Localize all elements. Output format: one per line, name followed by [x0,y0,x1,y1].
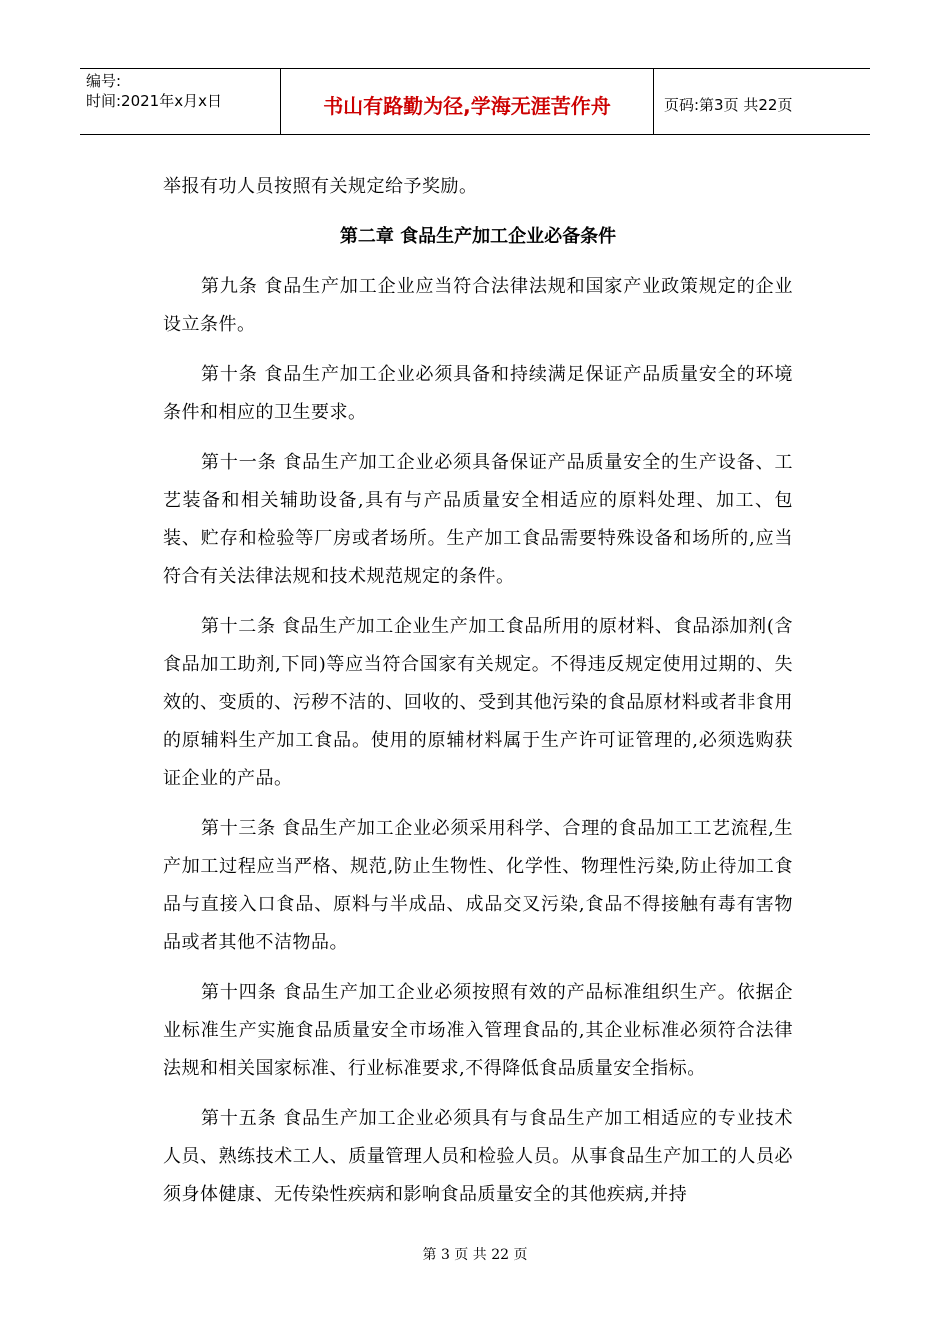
number-label: 编号: [86,72,122,90]
article-11: 第十一条 食品生产加工企业必须具备保证产品质量安全的生产设备、工艺装备和相关辅助设备,具有与产品质量安全相适应的原料处理、加工、包装、贮存和检验等厂房或者场所。生产加工食品需要特殊设备和场所的,应当符合有关法律法规和技术规范规定的条件。 [163,452,793,587]
continuation-paragraph: 举报有功人员按照有关规定给予奖励。 [163,176,478,197]
article-15: 第十五条 食品生产加工企业必须具有与食品生产加工相适应的专业技术人员、熟练技术工人、质量管理人员和检验人员。从事食品生产加工的人员必须身体健康、无传染性疾病和影响食品质量安全的其他疾病,并持 [163,1108,793,1205]
header-meta-cell [80,69,281,134]
header-motto: 书山有路勤为径,学海无涯苦作舟 [281,69,654,134]
header-page-info: 页码:第3页 共22页 [664,96,793,114]
document-header [80,68,870,135]
article-14: 第十四条 食品生产加工企业必须按照有效的产品标准组织生产。依据企业标准生产实施食品质量安全市场准入管理食品的,其企业标准必须符合法律法规和相关国家标准、行业标准要求,不得降低食品质量安全指标。 [163,982,793,1079]
article-9: 第九条 食品生产加工企业应当符合法律法规和国家产业政策规定的企业设立条件。 [163,276,793,335]
article-10: 第十条 食品生产加工企业必须具备和持续满足保证产品质量安全的环境条件和相应的卫生要求。 [163,364,793,423]
article-13: 第十三条 食品生产加工企业必须采用科学、合理的食品加工工艺流程,生产加工过程应当严格、规范,防止生物性、化学性、物理性污染,防止待加工食品与直接入口食品、原料与半成品、成品交叉污染,食品不得接触有毒有害物品或者其他不洁物品。 [163,818,793,953]
page-footer: 第 3 页 共 22 页 [422,1247,528,1263]
date-label: 时间:2021年x月x日 [86,92,222,110]
article-12: 第十二条 食品生产加工企业生产加工食品所用的原材料、食品添加剂(含食品加工助剂,下同)等应当符合国家有关规定。不得违反规定使用过期的、失效的、变质的、污秽不洁的、回收的、受到其他污染的食品原材料或者非食用的原辅料生产加工食品。使用的原辅材料属于生产许可证管理的,必须选购获证企业的产品。 [163,616,793,789]
document-body [163,168,793,1226]
chapter-title: 第二章 食品生产加工企业必备条件 [339,226,617,247]
